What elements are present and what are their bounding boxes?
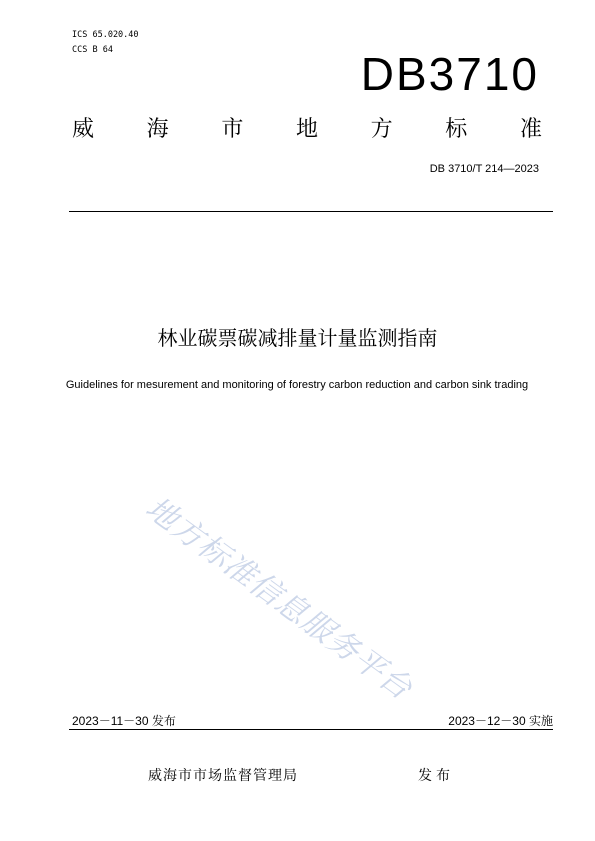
- standard-code: DB3710: [360, 48, 539, 100]
- standard-number: DB 3710/T 214—2023: [429, 163, 539, 175]
- org-char: 方: [370, 117, 393, 142]
- issue-date: 2023－11－30 发布: [72, 714, 176, 728]
- header-divider: [69, 211, 553, 212]
- implementation-date: 2023－12－30 实施: [448, 714, 553, 728]
- issuing-authority: 威海市市场监督管理局: [148, 768, 298, 784]
- chinese-title: 林业碳票碳减排量计量监测指南: [157, 326, 438, 350]
- org-char: 威: [72, 117, 95, 142]
- org-char: 标: [445, 117, 468, 142]
- footer-divider: [69, 729, 553, 730]
- org-char: 市: [221, 117, 244, 142]
- organization-title: [72, 116, 542, 144]
- org-char: 海: [146, 117, 169, 142]
- english-title: Guidelines for mesurement and monitoring of forestry carbon reduction and carbon sink trading: [65, 379, 529, 391]
- ccs-code: CCS B 64: [72, 45, 113, 55]
- ics-code: ICS 65.020.40: [72, 30, 139, 40]
- publish-label: 发布: [418, 768, 454, 784]
- org-char: 准: [519, 117, 542, 142]
- watermark: 地方标准信息服务平台: [138, 490, 419, 708]
- org-char: 地: [295, 117, 318, 142]
